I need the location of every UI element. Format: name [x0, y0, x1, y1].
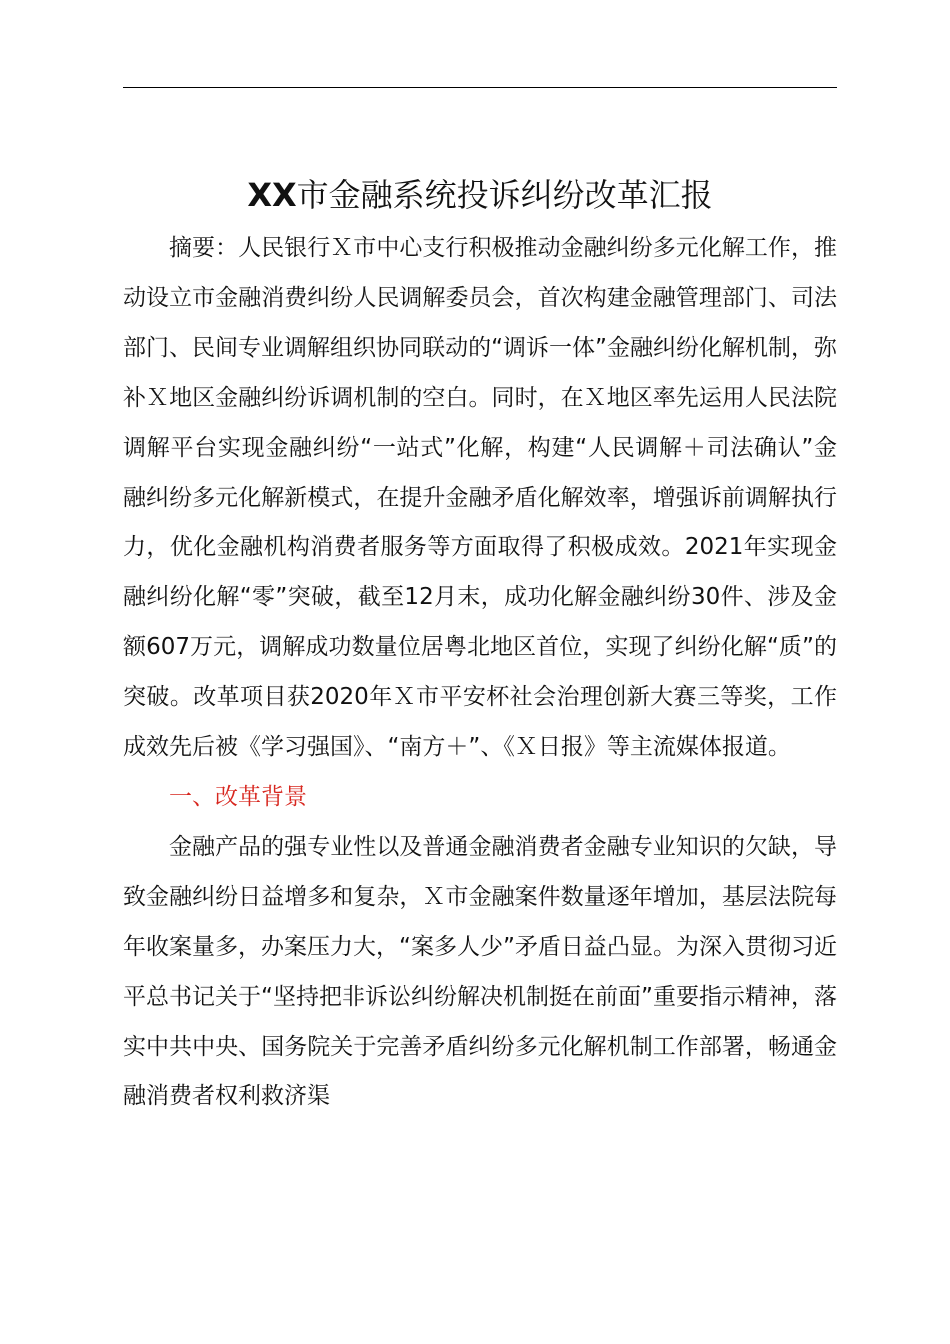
title-rest: 市金融系统投诉纠纷改革汇报	[296, 176, 713, 215]
section-heading: 一、改革背景	[169, 783, 307, 810]
title-prefix: XX	[247, 176, 297, 215]
document-body	[123, 224, 837, 1122]
document-title	[123, 169, 837, 221]
abstract-paragraph: 摘要：人民银行Ｘ市中心支行积极推动金融纠纷多元化解工作，推动设立市金融消费纠纷人民调解委员会，首次构建金融管理部门、司法部门、民间专业调解组织协同联动的“调诉一体”金融纠纷化解机制，弥补Ｘ地区金融纠纷诉调机制的空白。同时，在Ｘ地区率先运用人民法院调解平台实现金融纠纷“一站式”化解，构建“人民调解＋司法确认”金融纠纷多元化解新模式，在提升金融矛盾化解效率，增强诉前调解执行力，优化金融机构消费者服务等方面取得了积极成效。2021年实现金融纠纷化解“零”突破，截至12月末，成功化解金融纠纷30件、涉及金额607万元，调解成功数量位居粤北地区首位，实现了纠纷化解“质”的突破。改革项目获2020年Ｘ市平安杯社会治理创新大赛三等奖，工作成效先后被《学习强国》、“南方＋”、《Ｘ日报》等主流媒体报道。	[123, 235, 837, 761]
header-rule	[123, 87, 837, 88]
section-paragraph: 金融产品的强专业性以及普通金融消费者金融专业知识的欠缺，导致金融纠纷日益增多和复杂，Ｘ市金融案件数量逐年增加，基层法院每年收案量多，办案压力大，“案多人少”矛盾日益凸显。为深入贯彻习近平总书记关于“坚持把非诉讼纠纷解决机制挺在前面”重要指示精神，落实中共中央、国务院关于完善矛盾纠纷多元化解机制工作部署，畅通金融消费者权利救济渠	[123, 833, 837, 1110]
